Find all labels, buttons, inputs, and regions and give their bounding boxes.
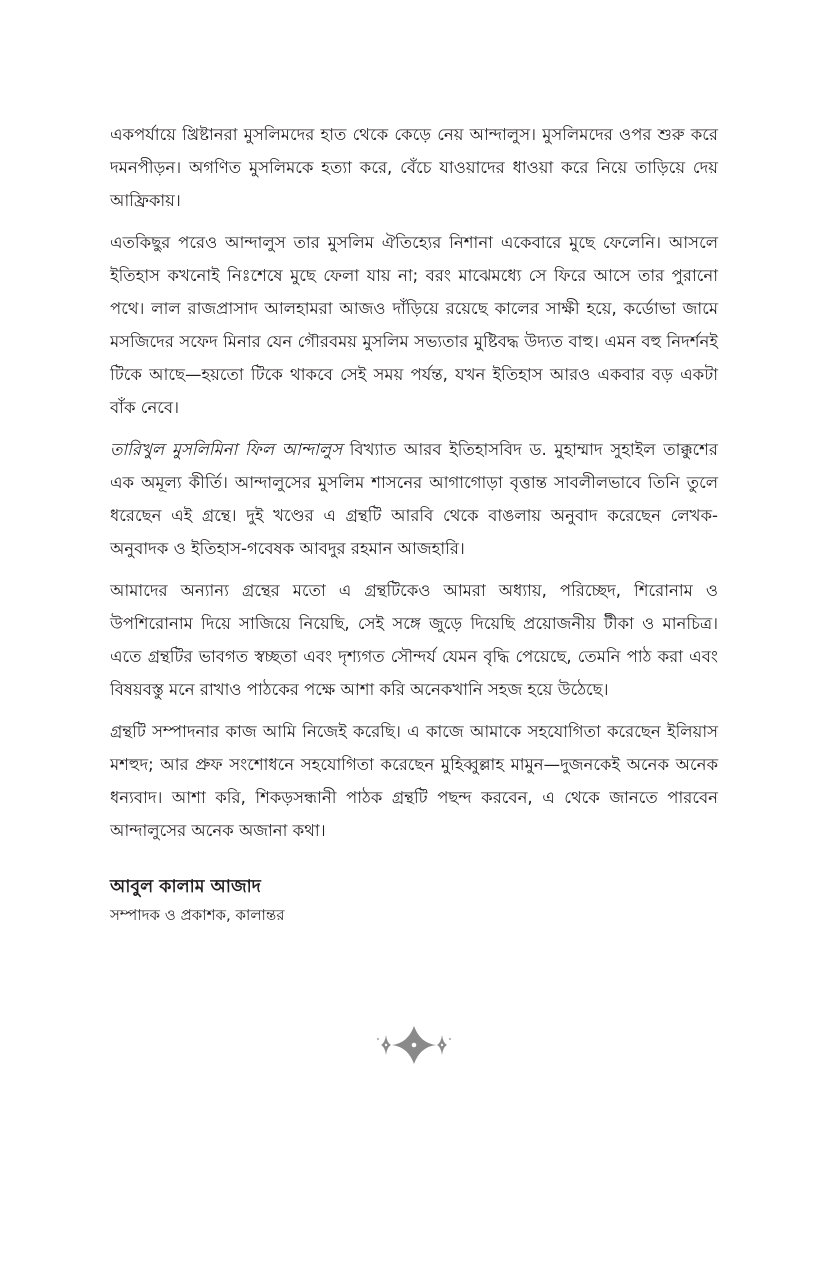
paragraph-3 — [110, 433, 718, 565]
paragraph-1: একপর্যায়ে খ্রিষ্টানরা মুসলিমদের হাত থেকে কেড়ে নেয় আন্দালুস। মুসলিমদের ওপর শুরু করে দমনপীড়ন। অগণিত মুসলিমকে হত্যা করে, বেঁচে যাওয়াদের ধাওয়া করে নিয়ে তাড়িয়ে দেয় আফ্রিকায়। — [110, 125, 718, 210]
paragraph-2: এতকিছুর পরেও আন্দালুস তার মুসলিম ঐতিহ্যের নিশানা একেবারে মুছে ফেলেনি। আসলে ইতিহাস কখনোই নিঃশেষে মুছে ফেলা যায় না; বরং মাঝেমধ্যে সে ফিরে আসে তার পুরানো পথে। লাল রাজপ্রাসাদ আলহামরা আজও দাঁড়িয়ে রয়েছে কালের সাক্ষী হয়ে, কর্ডোভা জামে মসজিদের সফেদ মিনার যেন গৌরবময় মুসলিম সভ্যতার মুষ্টিবদ্ধ উদ্যত বাহু। এমন বহু নিদর্শনই টিকে আছে—হয়তো টিকে থাকবে সেই সময় পর্যন্ত, যখন ইতিহাস আরও একবার বড় একটা বাঁক নেবে। — [110, 233, 718, 417]
document-page — [110, 118, 718, 929]
paragraph-5: গ্রন্থটি সম্পাদনার কাজ আমি নিজেই করেছি। এ কাজে আমাকে সহযোগিতা করেছেন ইলিয়াস মশহুদ; আর প্রুফ সংশোধনে সহযোগিতা করেছেন মুহিব্বুল্লাহ মামুন—দুজনকেই অনেক অনেক ধন্যবাদ। আশা করি, শিকড়সন্ধানী পাঠক গ্রন্থটি পছন্দ করবেন, এ থেকে জানতে পারবেন আন্দালুসের অনেক অজানা কথা। — [110, 722, 718, 840]
four-point-star-ornament-icon — [368, 1024, 460, 1066]
book-title-italic: তারিখুল মুসলিমিনা ফিল আন্দালুস — [110, 440, 343, 459]
signature-name: আবুল কালাম আজাদ — [110, 877, 261, 897]
signature-block — [110, 873, 718, 929]
paragraph-3-body: বিখ্যাত আরব ইতিহাসবিদ ড. মুহাম্মাদ সুহাইল তাক্কুশের এক অমূল্য কীর্তি। আন্দালুসের মুসলিম শাসনের আগাগোড়া বৃত্তান্ত সাবলীলভাবে তিনি তুলে ধরেছেন এই গ্রন্থে। দুই খণ্ডের এ গ্রন্থটি আরবি থেকে বাঙলায় অনুবাদ করেছেন লেখক-অনুবাদক ও ইতিহাস-গবেষক আবদুর রহমান আজহারি। — [110, 440, 718, 558]
signature-role: সম্পাদক ও প্রকাশক, কালান্তর — [110, 906, 285, 924]
paragraph-4: আমাদের অন্যান্য গ্রন্থের মতো এ গ্রন্থটিকেও আমরা অধ্যায়, পরিচ্ছেদ, শিরোনাম ও উপশিরোনাম দিয়ে সাজিয়ে নিয়েছি, সেই সঙ্গে জুড়ে দিয়েছি প্রয়োজনীয় টীকা ও মানচিত্র। এতে গ্রন্থটির ভাবগত স্বচ্ছতা এবং দৃশ্যগত সৌন্দর্য যেমন বৃদ্ধি পেয়েছে, তেমনি পাঠ করা এবং বিষয়বস্তু মনে রাখাও পাঠকের পক্ষে আশা করি অনেকখানি সহজ হয়ে উঠেছে। — [110, 581, 718, 699]
